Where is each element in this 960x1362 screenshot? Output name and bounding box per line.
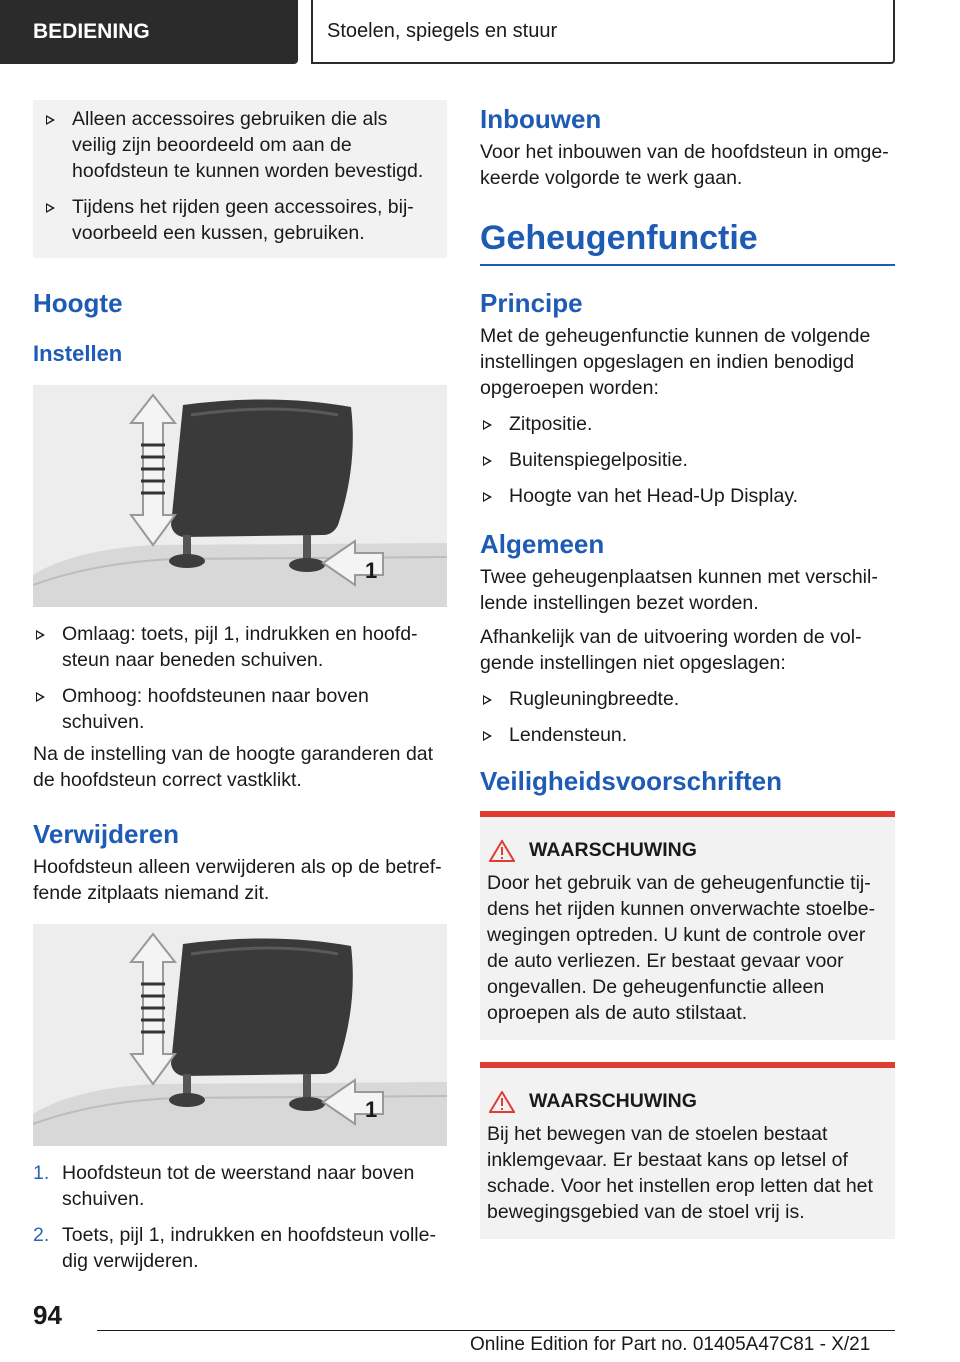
headrest-figure-adjust <box>33 385 447 607</box>
list-item: Alleen accessoires gebruiken die als veilig zijn beoordeeld om aan de hoofdsteun te kunnen worden bevestigd. <box>43 106 437 184</box>
chapter-title: Stoelen, spiegels en stuur <box>311 0 895 64</box>
triangle-bullet-icon <box>483 492 492 502</box>
list-item: Zitpositie. <box>480 411 895 437</box>
list-item: 1. Hoofdsteun tot de weerstand naar boven schuiven. <box>33 1162 415 1210</box>
triangle-bullet-icon <box>36 692 45 702</box>
principle-heading: Principe <box>480 288 583 318</box>
remove-heading: Verwijderen <box>33 819 179 849</box>
triangle-bullet-icon <box>483 420 492 430</box>
triangle-bullet-icon <box>46 115 55 125</box>
remove-steps-list <box>33 1160 447 1274</box>
height-heading: Hoogte <box>33 288 123 318</box>
list-item: Tijdens het rijden geen accessoires, bijvoorbeeld een kussen, gebruiken. <box>43 194 437 246</box>
list-item: 2. Toets, pijl 1, indrukken en hoofdsteun volledig verwijderen. <box>33 1224 436 1272</box>
headrest-figure-remove <box>33 924 447 1146</box>
warning-title: WAARSCHUWING <box>529 839 697 861</box>
edition-footer: Online Edition for Part no. 01405A47C81 - X/21 <box>470 1334 871 1355</box>
triangle-bullet-icon <box>483 695 492 705</box>
triangle-bullet-icon <box>483 456 492 466</box>
install-heading: Inbouwen <box>480 104 602 134</box>
principle-text: Met de geheugenfunctie kunnen de volgende instellingen opgeslagen en indien benodigd opgeroepen worden: <box>480 325 871 399</box>
warning-triangle-icon <box>489 840 515 862</box>
warning-header <box>487 839 887 862</box>
warning-box-2 <box>480 1062 895 1239</box>
figure-callout-number: 1 <box>365 1097 378 1122</box>
headrest-illustration <box>33 385 447 607</box>
general-text-1: Twee geheugenplaatsen kunnen met verschillende instellingen bezet worden. <box>480 566 878 614</box>
general-heading: Algemeen <box>480 529 605 559</box>
left-column <box>33 100 447 1284</box>
install-text: Voor het inbouwen van de hoofdsteun in omgekeerde volgorde te werk gaan. <box>480 141 889 189</box>
triangle-bullet-icon <box>46 203 55 213</box>
warning-text: Door het gebruik van de geheugenfunctie tijdens het rijden kunnen onverwachte stoelbewegingen optreden. U kunt de controle over de auto verliezen. Er bestaat gevaar voor ongevallen. De geheugenfunctie alleen oproepen als de auto stilstaat. <box>487 872 876 1024</box>
right-column <box>480 104 895 1239</box>
adjust-bullet-list <box>33 621 447 735</box>
remove-text: Hoofdsteun alleen verwijderen als op de betreffende zitplaats niemand zit. <box>33 856 442 904</box>
triangle-bullet-icon <box>483 731 492 741</box>
headrest-illustration <box>33 924 447 1146</box>
intro-note-box <box>33 100 447 258</box>
list-item: Buitenspiegelpositie. <box>480 447 895 473</box>
warning-title: WAARSCHUWING <box>529 1090 697 1112</box>
list-item: Lendensteun. <box>480 722 895 748</box>
list-item: Omhoog: hoofdsteunen naar boven schuiven. <box>33 683 447 735</box>
section-tab: BEDIENING <box>0 0 298 64</box>
figure-callout-number: 1 <box>365 558 378 583</box>
safety-heading: Veiligheidsvoorschriften <box>480 766 782 796</box>
warning-text: Bij het bewegen van de stoelen bestaat inklemgevaar. Er bestaat kans op letsel of schade. Voor het instellen erop letten dat het bewegingsgebied van de stoel vrij is. <box>487 1123 873 1223</box>
list-item: Omlaag: toets, pijl 1, indrukken en hoofdsteun naar beneden schuiven. <box>33 621 447 673</box>
warning-header <box>487 1090 887 1113</box>
list-item: Rugleuningbreedte. <box>480 686 895 712</box>
general-text-2: Afhankelijk van de uitvoering worden de volgende instellingen niet opgeslagen: <box>480 626 862 674</box>
list-item: Hoogte van het Head-Up Display. <box>480 483 895 509</box>
footer-divider <box>97 1330 895 1331</box>
warning-triangle-icon <box>489 1091 515 1113</box>
page-number: 94 <box>33 1300 62 1330</box>
general-bullet-list <box>480 686 895 748</box>
adjust-heading: Instellen <box>33 341 123 366</box>
principle-bullet-list <box>480 411 895 509</box>
adjust-note: Na de instelling van de hoogte garanderen dat de hoofdsteun correct vastklikt. <box>33 743 434 791</box>
intro-bullet-list <box>43 106 437 246</box>
memory-heading: Geheugenfunctie <box>480 219 895 266</box>
warning-box-1 <box>480 811 895 1040</box>
triangle-bullet-icon <box>36 630 45 640</box>
